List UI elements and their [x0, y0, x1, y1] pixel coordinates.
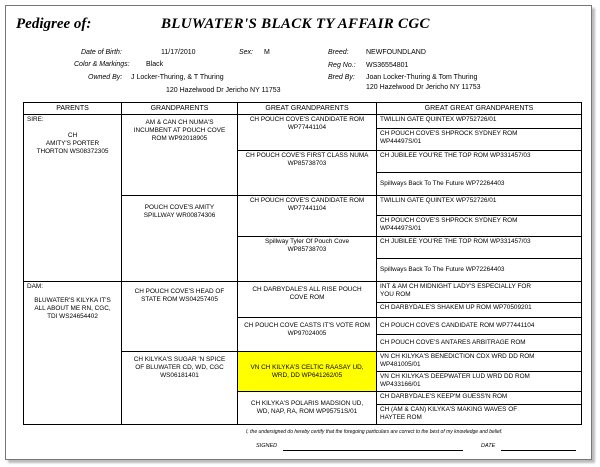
- dam-name: BLUWATER'S KILYKA IT'S ALL ABOUT ME RN, CGC, TDI WS24654402: [34, 297, 111, 320]
- great-great-grandparent-7: CH JUBILEE YOU'RE THE TOP ROM WP331457/03: [377, 237, 582, 259]
- owned-label: Owned By:: [88, 74, 123, 81]
- header-parents: PARENTS: [24, 103, 122, 115]
- great-great-grandparent-9: INT & AM CH MIDNIGHT LADY'S ESPECIALLY FOR YOU ROM: [377, 282, 582, 303]
- signed-label: SIGNED: [256, 443, 278, 449]
- color-value: Black: [146, 61, 164, 68]
- pedigree-table: [23, 102, 582, 425]
- dam-cell: [24, 282, 122, 425]
- owner-address: 120 Hazelwood Dr Jericho NY 11753: [166, 87, 281, 94]
- reg-value: WS36554801: [366, 62, 409, 69]
- great-great-grandparent-6: CH POUCH COVE'S SHPROCK SYDNEY ROM WP44497S/01: [377, 216, 582, 237]
- dob-value: 11/17/2010: [161, 49, 196, 56]
- bred-value: Joan Locker-Thuring & Tom Thuring: [366, 74, 478, 81]
- breed-label: Breed:: [328, 49, 349, 56]
- bred-label: Bred By:: [328, 74, 355, 81]
- great-great-grandparent-2: CH POUCH COVE'S SHPROCK SYDNEY ROM WP44497S/01: [377, 128, 582, 150]
- dam-label: DAM:: [27, 283, 43, 290]
- sex-value: M: [264, 49, 270, 56]
- great-great-grandparent-1: TWILLIN GATE QUINTEX WP752726/01: [377, 115, 582, 129]
- breeder-address: 120 Hazelwood Dr Jericho NY 11753: [366, 84, 481, 91]
- great-great-grandparent-12: CH POUCH COVE'S ANTARES ARBITRAGE ROM: [377, 335, 582, 352]
- grandparent-1: AM & CAN CH NUMA'S INCUMBENT AT POUCH COVE ROM WP92018905: [122, 115, 238, 196]
- dog-name-title: BLUWATER'S BLACK TY AFFAIR CGC: [161, 16, 430, 32]
- header-great-great-grandparents: GREAT GREAT GRANDPARENTS: [377, 103, 582, 115]
- sire-name: CH AMITY'S PORTER THORTON WS08372305: [36, 132, 109, 155]
- great-grandparent-7: VN CH KILYKA'S CELTIC RAASAY UD, WRD, DD WP641262/05: [238, 352, 377, 392]
- great-great-grandparent-10: CH DARBYDALE'S SHAKEM UP ROM WP70509201: [377, 303, 582, 318]
- great-great-grandparent-4: Spillways Back To The Future WP72264403: [377, 173, 582, 196]
- sex-label: Sex:: [239, 49, 254, 56]
- great-grandparent-6: CH POUCH COVE CASTS IT'S VOTE ROM WP97024005: [238, 318, 377, 352]
- great-grandparent-2: CH POUCH COVE'S FIRST CLASS NUMA WP85738703: [238, 151, 377, 196]
- great-grandparent-5: CH DARBYDALE'S ALL RISE POUCH COVE ROM: [238, 282, 377, 318]
- signature-line[interactable]: [283, 450, 463, 451]
- great-grandparent-8: CH KILYKA'S POLARIS MADSION UD, WD, NAP, RA, ROM WP95751S/01: [238, 392, 377, 425]
- great-great-grandparent-16: CH (AM & CAN) KILYKA'S MAKING WAVES OF HAYTEE ROM: [377, 405, 582, 425]
- owned-value: J Locker-Thuring, & T Thuring: [131, 74, 224, 81]
- great-grandparent-4: Spillway Tyler Of Pouch Cove WP85738703: [238, 237, 377, 282]
- great-great-grandparent-13: VN CH KILYKA'S BENEDICTION CDX WRD DD ROM WP481005/01: [377, 352, 582, 372]
- great-great-grandparent-5: TWILLIN GATE QUINTEX WP752726/01: [377, 196, 582, 216]
- sire-label: SIRE:: [27, 116, 44, 123]
- grandparent-2: POUCH COVE'S AMITY SPILLWAY WR00874306: [122, 196, 238, 282]
- certification-statement: I, the undersigned do hereby certify that the foregoing particulars are correct to the best of my knowledge and belief.: [246, 429, 503, 435]
- great-great-grandparent-3: CH JUBILEE YOU'RE THE TOP ROM WP331457/03: [377, 151, 582, 173]
- pedigree-title-label: Pedigree of:: [16, 16, 92, 32]
- great-great-grandparent-11: CH POUCH COVE'S CANDIDATE ROM WP77441104: [377, 318, 582, 335]
- breed-value: NEWFOUNDLAND: [366, 49, 426, 56]
- great-grandparent-3: CH POUCH COVE'S CANDIDATE ROM WP77441104: [238, 196, 377, 237]
- reg-label: Reg No.:: [328, 62, 356, 69]
- header-grandparents: GRANDPARENTS: [122, 103, 238, 115]
- date-line[interactable]: [501, 450, 576, 451]
- great-great-grandparent-14: VN CH KILYKA'S DEEPWATER LUD WRD DD ROM WP433166/01: [377, 372, 582, 392]
- great-great-grandparent-15: CH DARBYDALE'S KEEP'M GUESS'N ROM: [377, 392, 582, 405]
- dob-label: Date of Birth:: [81, 49, 122, 56]
- date-label: DATE: [481, 443, 496, 449]
- sire-cell: [24, 115, 122, 282]
- header-great-grandparents: GREAT GRANDPARENTS: [238, 103, 377, 115]
- color-label: Color & Markings:: [74, 61, 130, 68]
- great-great-grandparent-8: Spillways Back To The Future WP72264403: [377, 259, 582, 282]
- grandparent-4: CH KILYKA'S SUGAR 'N SPICE OF BLUWATER CD, WD, CGC WS06181401: [122, 352, 238, 425]
- pedigree-page: [5, 5, 592, 460]
- grandparent-3: CH POUCH COVE'S HEAD OF STATE ROM WS04257405: [122, 282, 238, 352]
- great-grandparent-1: CH POUCH COVE'S CANDIDATE ROM WP77441104: [238, 115, 377, 151]
